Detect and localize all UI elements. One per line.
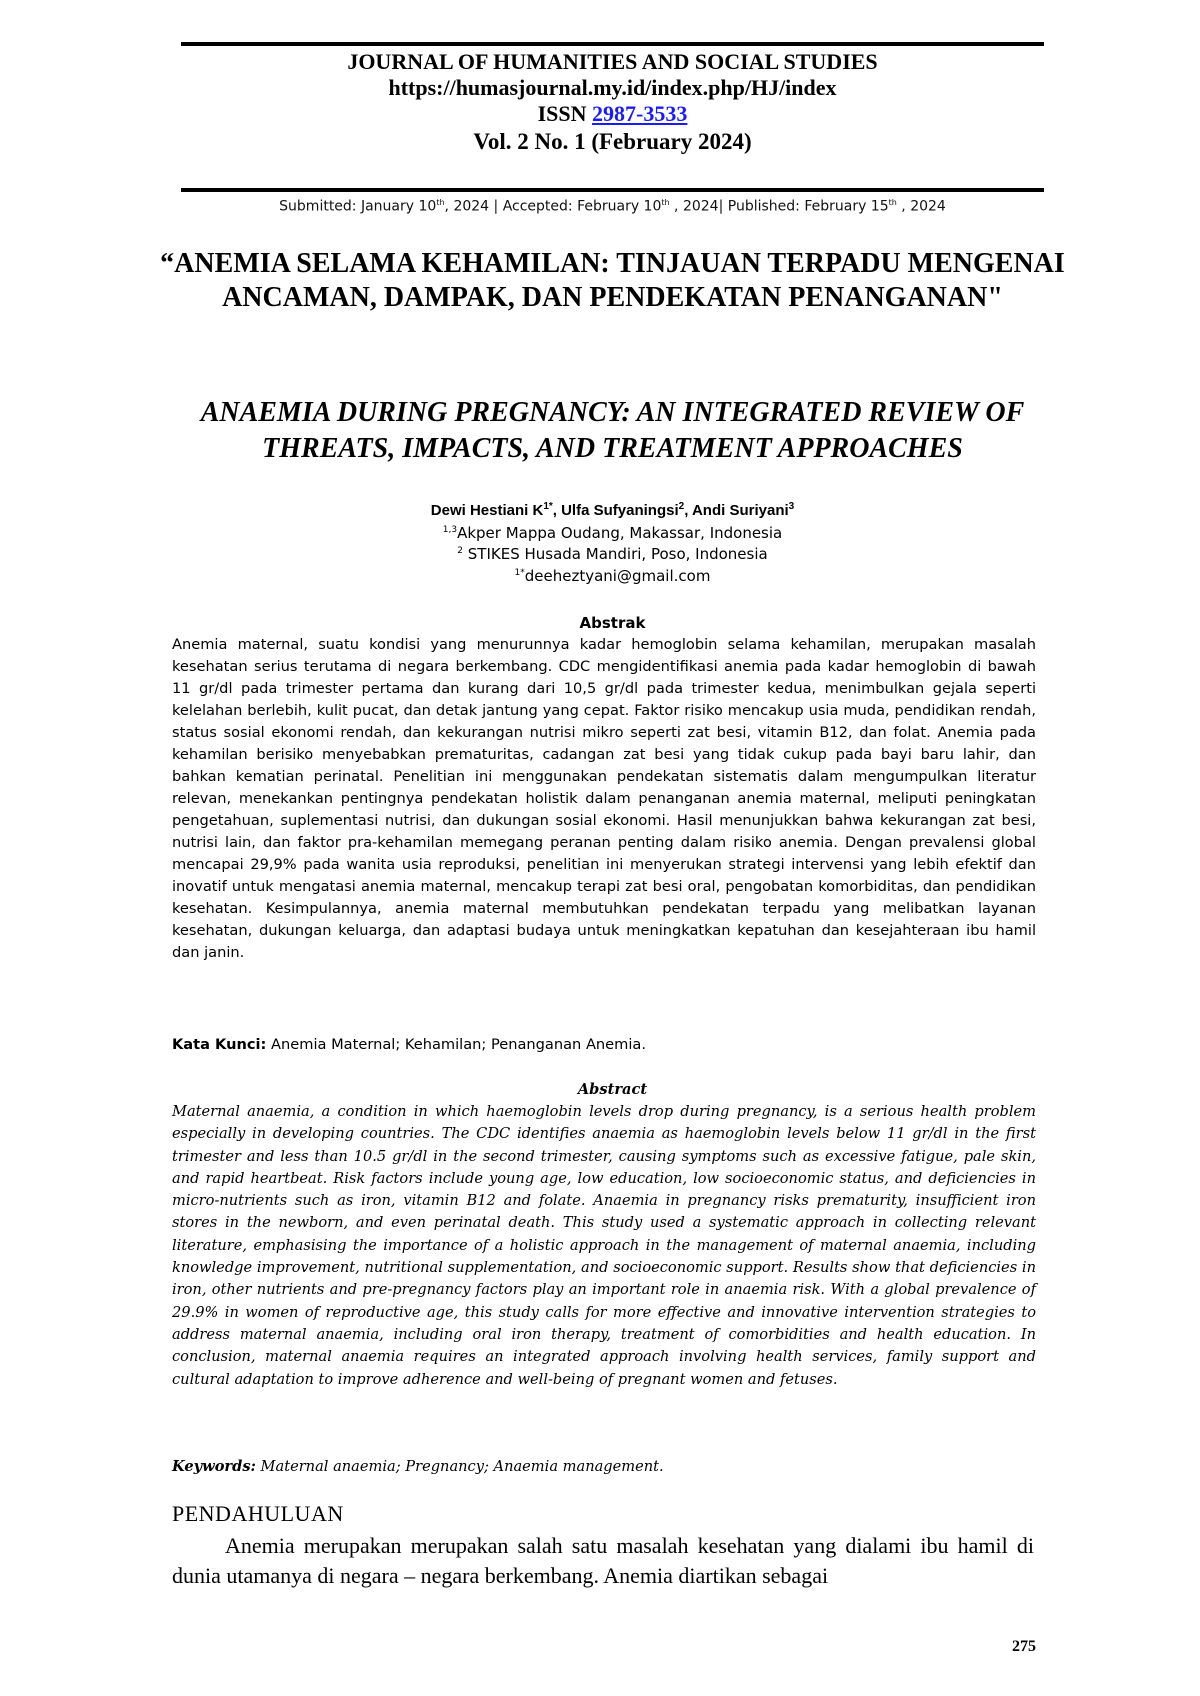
affiliation-text: Akper Mappa Oudang, Makassar, Indonesia [457,524,783,542]
keywords-indonesian [172,1034,1036,1056]
keywords-text: Anemia Maternal; Kehamilan; Penanganan Anemia. [266,1036,647,1053]
keywords-label: Keywords: [172,1458,256,1475]
abstract-body-indonesian: Anemia maternal, suatu kondisi yang menurunnya kadar hemoglobin selama kehamilan, merupakan masalah kesehatan serius terutama di negara berkembang. CDC mengidentifikasi anemia pada kadar hemoglobin di bawah 11 gr/dl pada trimester pertama dan kurang dari 10,5 gr/dl pada trimester kedua, menimbulkan gejala seperti kelelahan berlebih, kulit pucat, dan detak jantung yang cepat. Faktor risiko mencakup usia muda, pendidikan rendah, status sosial ekonomi rendah, dan kekurangan nutrisi mikro seperti zat besi, vitamin B12, dan folat. Anemia pada kehamilan berisiko menyebabkan prematuritas, cadangan zat besi yang tidak cukup pada bayi baru lahir, dan bahkan kematian perinatal. Penelitian ini menggunakan pendekatan sistematis dalam mengumpulkan literatur relevan, menekankan pentingnya pendekatan holistik dalam penanganan anemia maternal, meliputi peningkatan pengetahuan, suplementasi nutrisi, dan dukungan sosial ekonomi. Hasil menunjukkan bahwa kekurangan zat besi, nutrisi lain, dan faktor pra-kehamilan memegang peranan penting dalam risiko anemia. Dengan prevalensi global mencapai 29,9% pada wanita usia reproduksi, penelitian ini menyerukan strategi intervensi yang lebih efektif dan inovatif untuk mengatasi anemia maternal, mencakup terapi zat besi oral, pengobatan komorbiditas, dan pendidikan kesehatan. Kesimpulannya, anemia maternal membutuhkan pendekatan terpadu yang melibatkan layanan kesehatan, dukungan keluarga, dan adaptasi budaya untuk meningkatkan kepatuhan dan kesejahteraan ibu hamil dan janin. [172,636,1036,961]
affiliation-sup: 1,3 [442,525,458,535]
author-name: , Andi Suriyani [684,502,789,519]
page-number: 275 [1012,1638,1036,1655]
issn-label: ISSN [537,101,587,126]
paper-title-indonesian: “ANEMIA SELAMA KEHAMILAN: TINJAUAN TERPADU MENGENAI ANCAMAN, DAMPAK, DAN PENDEKATAN PENANGANAN" [160,248,1065,313]
abstract-body-english: Maternal anaemia, a condition in which haemoglobin levels drop during pregnancy, is a serious health problem especially in developing countries. The CDC identifies anaemia as haemoglobin levels below 11 gr/dl in the first trimester and less than 10.5 gr/dl in the second trimester, causing symptoms such as excessive fatigue, pale skin, and rapid heartbeat. Risk factors include young age, low education, low socioeconomic status, and deficiencies in micro-nutrients such as iron, vitamin B12 and folate. Anaemia in pregnancy risks prematurity, insufficient iron stores in the newborn, and even perinatal death. This study used a systematic approach in collecting relevant literature, emphasising the importance of a holistic approach in the management of maternal anaemia, including knowledge improvement, nutritional supplementation, and socioeconomic support. Results show that deficiencies in iron, other nutrients and pre-pregnancy factors play an important role in anaemia risk. With a global prevalence of 29.9% in women of reproductive age, this study calls for more effective and innovative intervention strategies to address maternal anaemia, including oral iron therapy, treatment of comorbidities and health education. In conclusion, maternal anaemia requires an integrated approach involving health services, family support and cultural adaptation to improve adherence and well-being of pregnant women and fetuses. [172,1103,1036,1388]
submitted-date: Submitted: January 10 [279,198,437,215]
volume-info: Vol. 2 No. 1 (February 2024) [473,129,752,154]
submitted-sup: th [436,198,445,207]
published-date: , 2024| Published: February 15 [669,198,889,215]
abstract-heading-english: Abstract [577,1081,648,1098]
journal-masthead [181,49,1044,155]
published-year: , 2024 [896,198,946,215]
affiliation [181,520,1044,543]
author-sup: 3 [788,501,795,512]
accepted-sup: th [661,198,670,207]
issn-link[interactable]: 2987-3533 [592,101,688,126]
affiliation-sup: 1* [514,568,525,578]
email-text[interactable]: deeheztyani@gmail.com [524,567,711,585]
affiliation [181,541,1044,564]
section-body: Anemia merupakan merupakan salah satu masalah kesehatan yang dialami ibu hamil di dunia utamanya di negara – negara berkembang. Anemia diartikan sebagai [172,1533,1034,1588]
journal-name: JOURNAL OF HUMANITIES AND SOCIAL STUDIES [347,49,878,74]
published-sup: th [888,198,897,207]
keywords-english [172,1456,1036,1478]
issn-line [181,101,1044,127]
affiliation-sup: 2 [457,546,463,556]
submission-dates [181,193,1044,217]
accepted-date: , 2024 | Accepted: February 10 [444,198,662,215]
author-name: , Ulfa Sufyaningsi [552,502,679,519]
author-sup: 2 [678,501,685,512]
keywords-label: Kata Kunci: [172,1036,267,1053]
author-name: Dewi Hestiani K [430,502,544,519]
author-list [181,497,1044,521]
corresponding-email [181,563,1044,586]
keywords-text: Maternal anaemia; Pregnancy; Anaemia management. [255,1458,664,1475]
abstract-heading-indonesian: Abstrak [579,614,646,632]
section-heading: PENDAHULUAN [172,1501,344,1526]
paper-title-english: ANAEMIA DURING PREGNANCY: AN INTEGRATED REVIEW OF THREATS, IMPACTS, AND TREATMENT APPROACHES [200,397,1025,464]
header-rule-bottom [181,188,1044,192]
affiliation-text: STIKES Husada Mandiri, Poso, Indonesia [463,545,768,563]
header-rule-top [181,42,1044,46]
journal-url[interactable]: https://humasjournal.my.id/index.php/HJ/index [388,75,837,100]
author-sup: 1* [543,501,553,512]
